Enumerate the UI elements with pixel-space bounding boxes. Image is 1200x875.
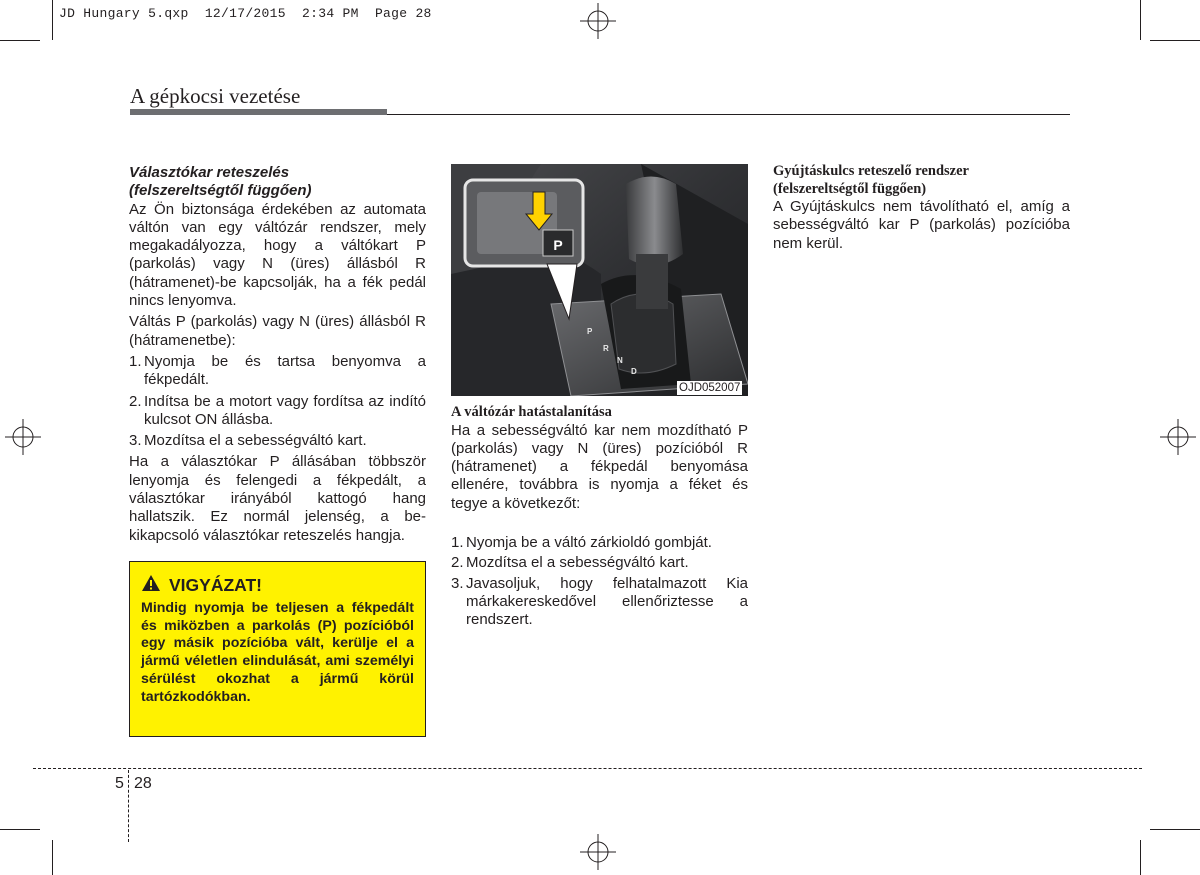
- crop-mark: [0, 829, 40, 830]
- image-code: OJD052007: [679, 382, 741, 394]
- title-rule: [387, 114, 1070, 115]
- gear-letter: R: [603, 344, 609, 353]
- page-number: 28: [134, 775, 152, 792]
- crop-mark: [52, 0, 53, 40]
- warning-title: VIGYÁZAT!: [169, 575, 263, 595]
- column-left: [129, 164, 426, 545]
- subsection-heading: Választókar reteszelés: [129, 164, 290, 181]
- gear-letter: P: [587, 327, 593, 336]
- list-item: 3. Javasoljuk, hogy felhatalmazott Kia márkakereskedővel ellenőriztesse a rendszert.: [451, 574, 748, 629]
- crop-mark: [1150, 829, 1200, 830]
- title-rule: [130, 109, 387, 115]
- paragraph: Ha a választókar P állásában többször lenyomja és felengedi a fékpedált, a választókar irányából kattogó hang hallatszik. Ez normál jelenség, a be-kikapcsoló választókar reteszelés hangja.: [129, 453, 426, 544]
- warning-triangle-icon: [141, 574, 161, 597]
- footer-divider: [128, 770, 129, 842]
- list-item: 3. Mozdítsa el a sebességváltó kart.: [129, 432, 367, 450]
- gear-letter: D: [631, 367, 637, 376]
- registration-mark-icon: [1160, 419, 1196, 455]
- paragraph: Az Ön biztonsága érdekében az automata váltón van egy váltózár rendszer, mely megakadályozza, hogy a váltókart P (parkolás) vagy N (üres) állásból R (hátramenet)-be kapcsolják, ha a fék pedál nincs lenyomva.: [129, 200, 426, 310]
- warning-text: Mindig nyomja be teljesen a fékpedált és miközben a parkolás (P) pozícióból egy másik pozícióba vált, kerülje el a jármű véletlen elindulását, ami személyi sérülést okozhat a jármű körül tartózkodókban.: [141, 600, 414, 705]
- warning-heading: [141, 574, 414, 597]
- list-item: 2. Indítsa be a motort vagy fordítsa az indító kulcsot ON állásba.: [129, 392, 426, 428]
- inset-gear-letter: P: [553, 237, 563, 253]
- subsection-heading: (felszereltségtől függően): [773, 180, 927, 197]
- list-item: 1. Nyomja be és tartsa benyomva a fékpedált.: [129, 352, 426, 389]
- step-list: [451, 534, 748, 629]
- footer-rule: [33, 768, 1142, 769]
- subsection-heading: Gyújtáskulcs reteszelő rendszer: [773, 163, 969, 179]
- warning-box: [129, 561, 426, 737]
- crop-mark: [0, 40, 40, 41]
- registration-mark-icon: [5, 419, 41, 455]
- section-title: A gépkocsi vezetése: [130, 84, 301, 108]
- step-list: [129, 353, 426, 450]
- crop-mark: [52, 840, 53, 875]
- subsection-heading: (felszereltségtől függően): [129, 182, 312, 200]
- crop-mark: [1140, 840, 1141, 875]
- column-right: [773, 163, 1070, 253]
- list-item: 2. Mozdítsa el a sebességváltó kart.: [451, 554, 689, 572]
- print-slug: JD Hungary 5.qxp 12/17/2015 2:34 PM Page 28: [59, 6, 432, 21]
- paragraph: Ha a sebességváltó kar nem mozdítható P (parkolás) vagy N (üres) pozícióból R (hátramenet) a fékpedál benyomása ellenére, továbbra is nyomja a féket és tegye a következőt:: [451, 421, 748, 512]
- list-item: 1. Nyomja be a váltó zárkioldó gombját.: [451, 533, 712, 551]
- registration-mark-icon: [580, 3, 616, 39]
- subsection-heading: A váltózár hatástalanítása: [451, 404, 612, 420]
- gear-shifter-photo: [451, 164, 748, 396]
- column-middle: [451, 404, 748, 629]
- chapter-number: 5: [115, 775, 124, 792]
- gear-letter: N: [617, 356, 623, 365]
- registration-mark-icon: [580, 834, 616, 870]
- paragraph: Váltás P (parkolás) vagy N (üres) állásból R (hátramenetbe):: [129, 313, 426, 349]
- paragraph: A Gyújtáskulcs nem távolítható el, amíg a sebességváltó kar P (parkolás) pozícióba nem kerül.: [773, 198, 1070, 252]
- crop-mark: [1140, 0, 1141, 40]
- crop-mark: [1150, 40, 1200, 41]
